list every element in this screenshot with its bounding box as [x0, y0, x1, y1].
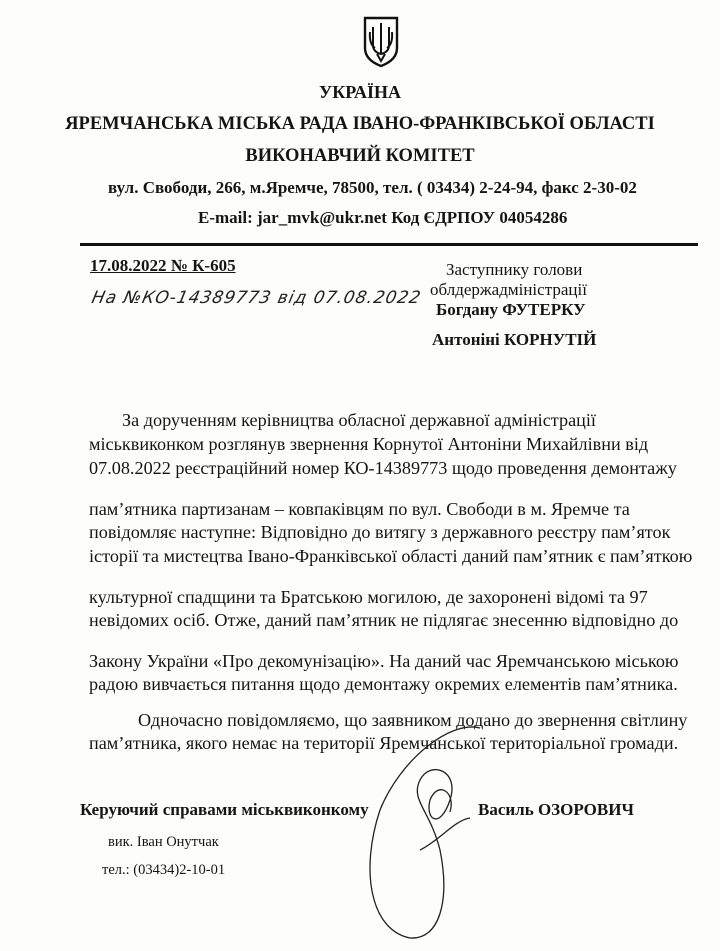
- body-line: 07.08.2022 реєстраційний номер КО-14389773 щодо проведення демонтажу: [89, 458, 677, 478]
- addressee-line2: облдержадміністрації: [430, 280, 587, 299]
- signature-image: [330, 700, 530, 950]
- signatory-name: Василь ОЗОРОВИЧ: [478, 800, 634, 819]
- body-line: культурної спадщини та Братською могилою, де захоронені відомі та 97: [89, 587, 648, 607]
- body-line: історії та мистецтва Івано-Франківської області даний пам’ятник є пам’яткою: [89, 546, 693, 566]
- executor-phone: тел.: (03434)2-10-01: [102, 862, 226, 878]
- coat-of-arms-icon: [362, 14, 400, 68]
- body-line: Закону України «Про декомунізацію». На даний час Яремчанською міською: [89, 651, 679, 671]
- addressee-line1: Заступнику голови: [446, 260, 583, 279]
- body-line: радою вивчається питання щодо демонтажу окремих елементів пам’ятника.: [89, 674, 678, 694]
- addressee-line3: Богдану ФУТЕРКУ: [436, 300, 586, 319]
- body-line: пам’ятника, якого немає на території Яремчанської територіальної громади.: [89, 733, 679, 753]
- header-email: E-mail: jar_mvk@ukr.net Код ЄДРПОУ 04054286: [198, 208, 568, 227]
- body-line: міськвиконком розглянув звернення Корнутої Антоніни Михайлівни від: [89, 434, 649, 454]
- executor-name: вик. Іван Онутчак: [108, 834, 219, 850]
- header-divider: [80, 243, 698, 246]
- addressee-line4: Антоніні КОРНУТІЙ: [432, 330, 597, 349]
- handwritten-reference: На №КО-14389773 від 07.08.2022: [89, 288, 424, 308]
- body-line: За дорученням керівництва обласної державної адміністрації: [122, 410, 596, 430]
- body-line: пам’ятника партизанам – ковпаківцям по вул. Свободи в м. Яремче та: [89, 499, 630, 519]
- header-country: УКРАЇНА: [319, 82, 401, 102]
- header-council: ЯРЕМЧАНСЬКА МІСЬКА РАДА ІВАНО-ФРАНКІВСЬКОЇ ОБЛАСТІ: [65, 114, 655, 134]
- document-date-number: 17.08.2022 № К-605: [90, 256, 236, 275]
- header-committee: ВИКОНАВЧИЙ КОМІТЕТ: [245, 146, 475, 166]
- body-line: повідомляє наступне: Відповідно до витягу з державного реєстру пам’яток: [89, 522, 671, 542]
- body-line: невідомих осіб. Отже, даний пам’ятник не підлягає знесенню відповідно до: [89, 610, 679, 630]
- header-address: вул. Свободи, 266, м.Яремче, 78500, тел. ( 03434) 2-24-94, факс 2-30-02: [108, 178, 637, 197]
- signatory-position: Керуючий справами міськвиконкому: [80, 800, 369, 819]
- body-line: Одночасно повідомляємо, що заявником додано до звернення світлину: [138, 710, 688, 730]
